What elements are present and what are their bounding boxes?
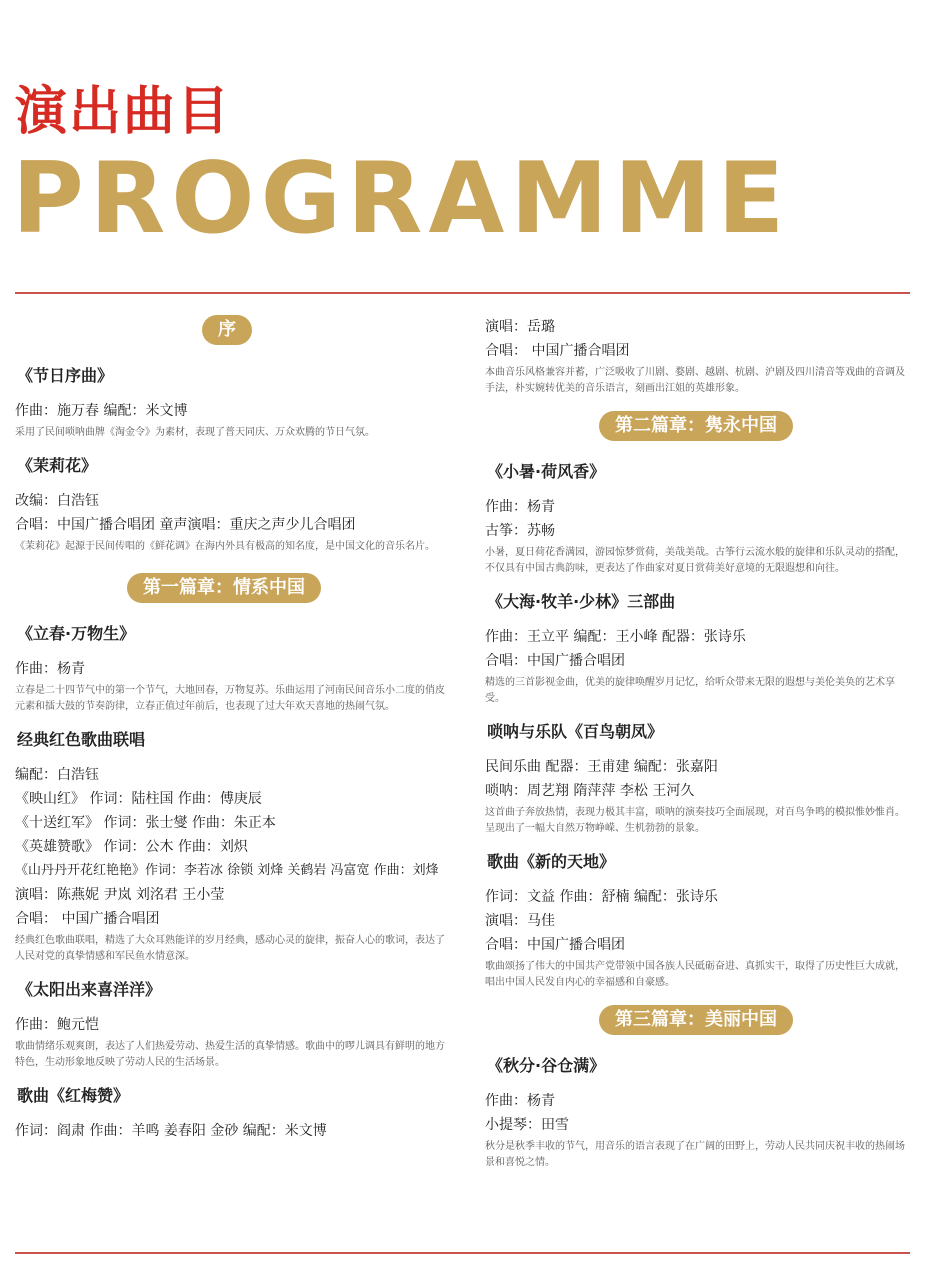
piece-description: 歌曲颂扬了伟大的中国共产党带领中国各族人民砥砺奋进、真抓实干，取得了历史性巨大成就，唱出中国人民发自内心的幸福感和自豪感。 xyxy=(485,961,905,988)
piece-credits: 作曲：王立平 编配：王小峰 配器：张诗乐 xyxy=(485,629,746,645)
programme-item xyxy=(485,591,910,707)
programme-item xyxy=(15,979,445,1071)
piece-title: 《茉莉花》 xyxy=(17,456,98,475)
left-column xyxy=(15,315,445,1157)
piece-performers: 古筝：苏畅 xyxy=(485,523,555,539)
piece-chorus: 合唱：中国广播合唱团 xyxy=(485,653,625,669)
song-line: 《英雄赞歌》 作词：公木 作曲：刘炽 xyxy=(15,839,248,855)
piece-credits: 作曲：施万春 编配：米文博 xyxy=(15,403,188,419)
piece-performers: 小提琴：田雪 xyxy=(485,1117,569,1133)
section-badge-chapter3: 第三篇章：美丽中国 xyxy=(599,1005,793,1035)
programme-item xyxy=(15,365,445,441)
piece-description: 采用了民间唢呐曲牌《淘金令》为素材，表现了普天同庆、万众欢腾的节日气氛。 xyxy=(15,427,375,438)
programme-item xyxy=(485,721,910,837)
piece-title: 《小暑·荷风香》 xyxy=(487,462,606,481)
piece-chorus: 合唱： 中国广播合唱团 xyxy=(485,343,630,359)
piece-performers: 演唱：陈燕妮 尹岚 刘洺君 王小莹 xyxy=(15,887,225,903)
programme-item xyxy=(15,729,445,965)
piece-title: 《秋分·谷仓满》 xyxy=(487,1056,606,1075)
piece-description: 精选的三首影视金曲，优美的旋律唤醒岁月记忆，给听众带来无限的遐想与美伦美奂的艺术享受。 xyxy=(485,677,895,704)
programme-item xyxy=(485,461,910,577)
piece-description: 《茉莉花》起源于民间传唱的《鲜花调》在海内外具有极高的知名度，是中国文化的音乐名片。 xyxy=(15,541,435,552)
page-title-english: PROGRAMME xyxy=(12,142,791,256)
piece-chorus: 合唱：中国广播合唱团 xyxy=(485,937,625,953)
piece-chorus: 合唱： 中国广播合唱团 xyxy=(15,911,160,927)
song-line: 《山丹丹开花红艳艳》作词：李若冰 徐锁 刘烽 关鹤岩 冯富宽 作曲：刘烽 xyxy=(15,863,439,878)
programme-item xyxy=(15,455,445,555)
piece-credits: 改编：白浩钰 xyxy=(15,493,99,509)
piece-credits: 作曲：鲍元恺 xyxy=(15,1017,99,1033)
section-badge-chapter2: 第二篇章：隽永中国 xyxy=(599,411,793,441)
piece-performers: 唢呐：周艺翔 隋萍萍 李松 王河久 xyxy=(485,783,695,799)
programme-item-continued xyxy=(485,315,910,397)
piece-title: 歌曲《红梅赞》 xyxy=(17,1086,130,1105)
piece-title: 《节日序曲》 xyxy=(17,366,114,385)
piece-description: 歌曲情绪乐观爽朗，表达了人们热爱劳动、热爱生活的真挚情感。歌曲中的啰儿调具有鲜明的地方特色，生动形象地反映了劳动人民的生活场景。 xyxy=(15,1041,445,1068)
bottom-divider xyxy=(15,1252,910,1254)
piece-description: 这首曲子奔放热情，表现力极其丰富，唢呐的演奏技巧全面展现，对百鸟争鸣的模拟惟妙惟肖。呈现出了一幅大自然万物峥嵘、生机勃勃的景象。 xyxy=(485,807,905,834)
top-divider xyxy=(15,292,910,294)
page-title-chinese: 演出曲目 xyxy=(15,82,232,142)
piece-credits: 作词：文益 作曲：舒楠 编配：张诗乐 xyxy=(485,889,718,905)
right-column xyxy=(485,315,910,1185)
piece-performers: 演唱：马佳 xyxy=(485,913,555,929)
song-line: 《映山红》 作词：陆柱国 作曲：傅庚辰 xyxy=(15,791,262,807)
piece-credits: 作曲：杨青 xyxy=(485,1093,555,1109)
programme-item xyxy=(15,623,445,715)
piece-performers: 演唱：岳璐 xyxy=(485,319,555,335)
piece-credits: 作词：阎肃 作曲：羊鸣 姜春阳 金砂 编配：米文博 xyxy=(15,1123,327,1139)
piece-title: 《大海·牧羊·少林》三部曲 xyxy=(487,592,676,611)
piece-credits: 作曲：杨青 xyxy=(485,499,555,515)
piece-title: 歌曲《新的天地》 xyxy=(487,852,616,871)
programme-item xyxy=(485,1055,910,1171)
piece-title: 唢呐与乐队《百鸟朝凤》 xyxy=(487,722,664,741)
piece-credits: 编配：白浩钰 xyxy=(15,767,99,783)
piece-description: 立春是二十四节气中的第一个节气，大地回春，万物复苏。乐曲运用了河南民间音乐小二度的俏皮元素和擂大鼓的节奏韵律，立春正值过年前后，也表现了过大年欢天喜地的热闹气氛。 xyxy=(15,685,445,712)
piece-title: 经典红色歌曲联唱 xyxy=(17,730,146,749)
section-badge-chapter1: 第一篇章：情系中国 xyxy=(127,573,321,603)
piece-title: 《立春·万物生》 xyxy=(17,624,136,643)
piece-title: 《太阳出来喜洋洋》 xyxy=(17,980,162,999)
section-badge-prelude: 序 xyxy=(202,315,252,345)
programme-item xyxy=(485,851,910,991)
piece-description: 秋分是秋季丰收的节气，用音乐的语言表现了在广阔的田野上，劳动人民共同庆祝丰收的热闹场景和喜悦之情。 xyxy=(485,1141,905,1168)
piece-description: 经典红色歌曲联唱，精选了大众耳熟能详的岁月经典，感动心灵的旋律，振奋人心的歌词，表达了人民对党的真挚情感和军民鱼水情意深。 xyxy=(15,935,445,962)
piece-credits: 民间乐曲 配器：王甫建 编配：张嘉阳 xyxy=(485,759,718,775)
piece-credits: 作曲：杨青 xyxy=(15,661,85,677)
piece-description: 本曲音乐风格兼容并蓄，广泛吸收了川剧、婺剧、越剧、杭剧、沪剧及四川清音等戏曲的音调及手法，朴实婉转优美的音乐语言，刻画出江姐的英雄形象。 xyxy=(485,367,905,394)
programme-item xyxy=(15,1085,445,1143)
piece-description: 小暑，夏日荷花香满园，游园惊梦赏荷，美哉美哉。古筝行云流水般的旋律和乐队灵动的搭配，不仅具有中国古典韵味，更表达了作曲家对夏日赏荷美好意境的无限遐想和向往。 xyxy=(485,547,905,574)
piece-performers: 合唱：中国广播合唱团 童声演唱：重庆之声少儿合唱团 xyxy=(15,517,356,533)
song-line: 《十送红军》 作词：张士燮 作曲：朱正本 xyxy=(15,815,276,831)
